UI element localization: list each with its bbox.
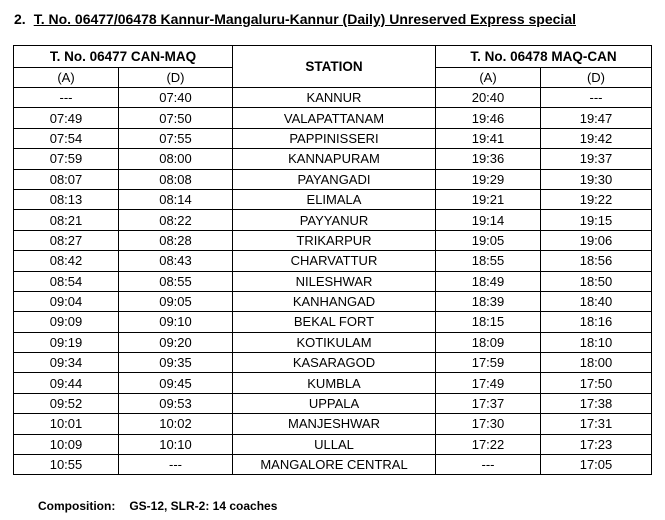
arrival-maq-can: 19:46 bbox=[436, 108, 541, 128]
arrival-can-maq: 09:09 bbox=[14, 312, 119, 332]
table-row bbox=[14, 230, 652, 250]
arrival-maq-can: 19:21 bbox=[436, 189, 541, 209]
table-row bbox=[14, 393, 652, 413]
station-name: KANHANGAD bbox=[233, 291, 436, 311]
departure-can-maq: 09:35 bbox=[119, 353, 233, 373]
departure-can-maq: 09:05 bbox=[119, 291, 233, 311]
table-row bbox=[14, 128, 652, 148]
table-row bbox=[14, 373, 652, 393]
station-name: KANNUR bbox=[233, 88, 436, 108]
departure-can-maq: 08:08 bbox=[119, 169, 233, 189]
departure-maq-can: 18:00 bbox=[541, 353, 652, 373]
arrival-maq-can: --- bbox=[436, 455, 541, 475]
station-name: ELIMALA bbox=[233, 189, 436, 209]
table-row bbox=[14, 108, 652, 128]
station-name: KUMBLA bbox=[233, 373, 436, 393]
departure-maq-can: 18:16 bbox=[541, 312, 652, 332]
station-name: UPPALA bbox=[233, 393, 436, 413]
header-arrival: (A) bbox=[436, 68, 541, 88]
table-row bbox=[14, 251, 652, 271]
departure-maq-can: 19:15 bbox=[541, 210, 652, 230]
arrival-maq-can: 19:05 bbox=[436, 230, 541, 250]
departure-can-maq: 08:00 bbox=[119, 149, 233, 169]
departure-maq-can: 19:22 bbox=[541, 189, 652, 209]
arrival-maq-can: 19:29 bbox=[436, 169, 541, 189]
timetable bbox=[13, 45, 652, 475]
table-row bbox=[14, 149, 652, 169]
departure-maq-can: 17:05 bbox=[541, 455, 652, 475]
station-name: PAYANGADI bbox=[233, 169, 436, 189]
arrival-can-maq: 09:19 bbox=[14, 332, 119, 352]
departure-can-maq: 08:22 bbox=[119, 210, 233, 230]
arrival-can-maq: 07:54 bbox=[14, 128, 119, 148]
departure-can-maq: 09:20 bbox=[119, 332, 233, 352]
table-row bbox=[14, 291, 652, 311]
arrival-maq-can: 18:15 bbox=[436, 312, 541, 332]
header-train-maq-can: T. No. 06478 MAQ-CAN bbox=[436, 46, 652, 68]
train-title: T. No. 06477/06478 Kannur-Mangaluru-Kannur (Daily) Unreserved Express special bbox=[33, 11, 576, 27]
table-row bbox=[14, 189, 652, 209]
arrival-can-maq: 09:52 bbox=[14, 393, 119, 413]
table-row bbox=[14, 88, 652, 108]
arrival-maq-can: 17:49 bbox=[436, 373, 541, 393]
station-name: NILESHWAR bbox=[233, 271, 436, 291]
arrival-maq-can: 18:55 bbox=[436, 251, 541, 271]
arrival-can-maq: 10:01 bbox=[14, 414, 119, 434]
table-row bbox=[14, 332, 652, 352]
departure-can-maq: --- bbox=[119, 455, 233, 475]
departure-can-maq: 07:50 bbox=[119, 108, 233, 128]
departure-maq-can: 19:42 bbox=[541, 128, 652, 148]
table-row bbox=[14, 455, 652, 475]
departure-can-maq: 10:10 bbox=[119, 434, 233, 454]
arrival-can-maq: 07:59 bbox=[14, 149, 119, 169]
table-row bbox=[14, 210, 652, 230]
table-row bbox=[14, 271, 652, 291]
composition-note bbox=[38, 499, 277, 513]
arrival-can-maq: 09:34 bbox=[14, 353, 119, 373]
departure-maq-can: --- bbox=[541, 88, 652, 108]
arrival-can-maq: 10:09 bbox=[14, 434, 119, 454]
arrival-can-maq: 09:04 bbox=[14, 291, 119, 311]
station-name: PAYYANUR bbox=[233, 210, 436, 230]
departure-can-maq: 09:10 bbox=[119, 312, 233, 332]
arrival-maq-can: 18:09 bbox=[436, 332, 541, 352]
departure-maq-can: 18:10 bbox=[541, 332, 652, 352]
table-row bbox=[14, 169, 652, 189]
header-departure: (D) bbox=[541, 68, 652, 88]
header-departure: (D) bbox=[119, 68, 233, 88]
arrival-maq-can: 18:39 bbox=[436, 291, 541, 311]
station-name: TRIKARPUR bbox=[233, 230, 436, 250]
arrival-can-maq: 08:27 bbox=[14, 230, 119, 250]
arrival-maq-can: 17:37 bbox=[436, 393, 541, 413]
departure-can-maq: 07:55 bbox=[119, 128, 233, 148]
arrival-can-maq: 08:13 bbox=[14, 189, 119, 209]
arrival-can-maq: 07:49 bbox=[14, 108, 119, 128]
arrival-can-maq: 08:07 bbox=[14, 169, 119, 189]
arrival-can-maq: 08:21 bbox=[14, 210, 119, 230]
departure-can-maq: 08:55 bbox=[119, 271, 233, 291]
departure-maq-can: 19:37 bbox=[541, 149, 652, 169]
station-name: CHARVATTUR bbox=[233, 251, 436, 271]
arrival-maq-can: 17:59 bbox=[436, 353, 541, 373]
arrival-maq-can: 17:22 bbox=[436, 434, 541, 454]
departure-maq-can: 17:38 bbox=[541, 393, 652, 413]
departure-can-maq: 08:43 bbox=[119, 251, 233, 271]
arrival-maq-can: 20:40 bbox=[436, 88, 541, 108]
header-arrival: (A) bbox=[14, 68, 119, 88]
arrival-maq-can: 18:49 bbox=[436, 271, 541, 291]
departure-maq-can: 18:56 bbox=[541, 251, 652, 271]
section-number: 2. bbox=[14, 11, 26, 27]
arrival-maq-can: 19:41 bbox=[436, 128, 541, 148]
station-name: MANJESHWAR bbox=[233, 414, 436, 434]
station-name: VALAPATTANAM bbox=[233, 108, 436, 128]
departure-maq-can: 19:30 bbox=[541, 169, 652, 189]
departure-maq-can: 19:47 bbox=[541, 108, 652, 128]
departure-can-maq: 09:53 bbox=[119, 393, 233, 413]
departure-can-maq: 09:45 bbox=[119, 373, 233, 393]
arrival-maq-can: 19:14 bbox=[436, 210, 541, 230]
station-name: BEKAL FORT bbox=[233, 312, 436, 332]
arrival-can-maq: 08:54 bbox=[14, 271, 119, 291]
station-name: PAPPINISSERI bbox=[233, 128, 436, 148]
departure-can-maq: 10:02 bbox=[119, 414, 233, 434]
arrival-can-maq: 08:42 bbox=[14, 251, 119, 271]
table-row bbox=[14, 312, 652, 332]
table-row bbox=[14, 434, 652, 454]
departure-maq-can: 18:50 bbox=[541, 271, 652, 291]
station-name: KANNAPURAM bbox=[233, 149, 436, 169]
table-row bbox=[14, 414, 652, 434]
departure-can-maq: 08:14 bbox=[119, 189, 233, 209]
header-station: STATION bbox=[233, 46, 436, 88]
station-name: KASARAGOD bbox=[233, 353, 436, 373]
station-name: ULLAL bbox=[233, 434, 436, 454]
departure-maq-can: 17:23 bbox=[541, 434, 652, 454]
arrival-maq-can: 17:30 bbox=[436, 414, 541, 434]
section-heading bbox=[14, 11, 576, 27]
arrival-can-maq: 10:55 bbox=[14, 455, 119, 475]
composition-label: Composition: bbox=[38, 499, 116, 513]
departure-maq-can: 18:40 bbox=[541, 291, 652, 311]
arrival-maq-can: 19:36 bbox=[436, 149, 541, 169]
header-train-can-maq: T. No. 06477 CAN-MAQ bbox=[14, 46, 233, 68]
departure-can-maq: 07:40 bbox=[119, 88, 233, 108]
arrival-can-maq: --- bbox=[14, 88, 119, 108]
station-name: KOTIKULAM bbox=[233, 332, 436, 352]
table-row bbox=[14, 353, 652, 373]
composition-value: GS-12, SLR-2: 14 coaches bbox=[129, 499, 278, 513]
departure-can-maq: 08:28 bbox=[119, 230, 233, 250]
arrival-can-maq: 09:44 bbox=[14, 373, 119, 393]
departure-maq-can: 17:50 bbox=[541, 373, 652, 393]
departure-maq-can: 17:31 bbox=[541, 414, 652, 434]
station-name: MANGALORE CENTRAL bbox=[233, 455, 436, 475]
timetable-body bbox=[14, 88, 652, 475]
departure-maq-can: 19:06 bbox=[541, 230, 652, 250]
